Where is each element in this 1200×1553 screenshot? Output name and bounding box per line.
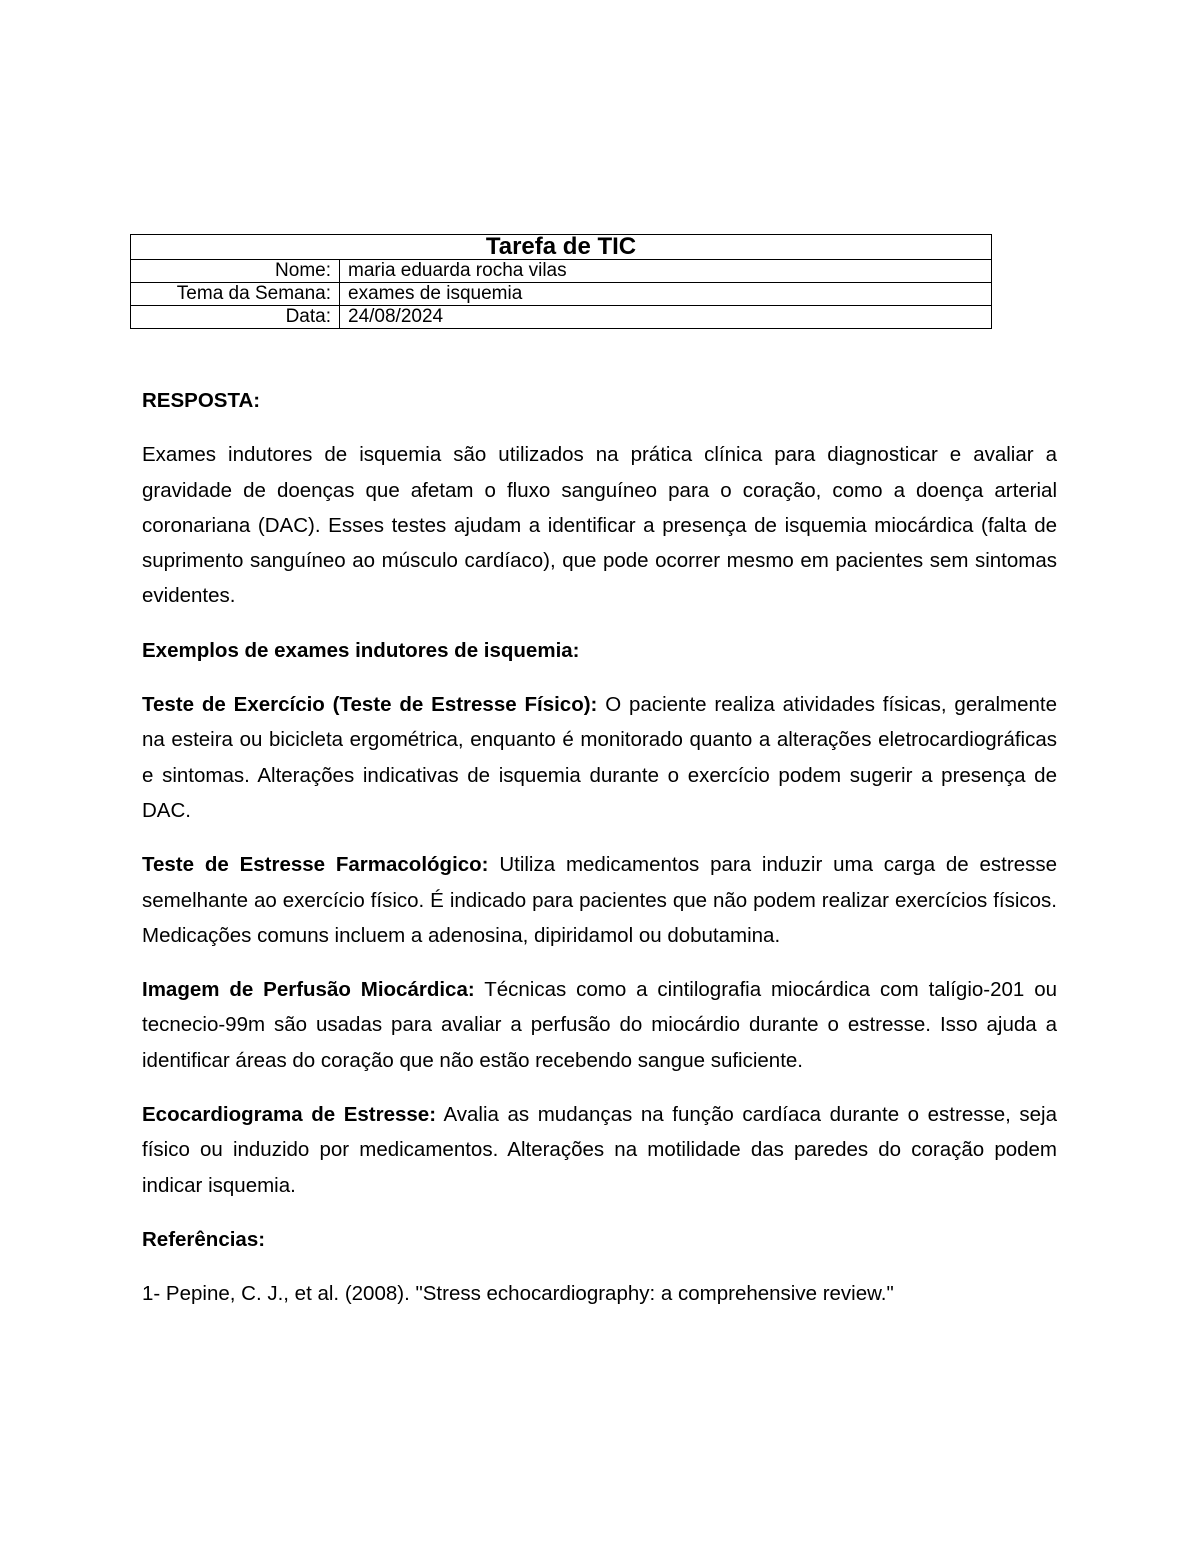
intro-paragraph: Exames indutores de isquemia são utilizados na prática clínica para diagnosticar e avaliar a gravidade de doenças que afetam o fluxo sanguíneo para o coração, como a doença arterial coronariana (DAC). Esses testes ajudam a identificar a presença de isquemia miocárdica (falta de suprimento sanguíneo ao músculo cardíaco), que pode ocorrer mesmo em pacientes sem sintomas evidentes. <box>142 443 1057 608</box>
data-value: 24/08/2024 <box>340 306 992 329</box>
resposta-heading: RESPOSTA: <box>142 389 261 412</box>
tema-label: Tema da Semana: <box>131 283 340 306</box>
exam-text: Avalia as mudanças na função cardíaca durante o estresse, seja físico ou induzido por medicamentos. Alterações na motilidade das paredes do coração podem indicar isquemia. <box>142 1103 1057 1197</box>
nome-label: Nome: <box>131 260 340 283</box>
header-row-data <box>131 306 992 329</box>
tema-value: exames de isquemia <box>340 283 992 306</box>
reference-item: 1- Pepine, C. J., et al. (2008). "Stress echocardiography: a comprehensive review." <box>142 1282 894 1306</box>
exam-paragraph-farmacologico <box>142 847 1057 953</box>
data-label: Data: <box>131 306 340 329</box>
header-row-tema <box>131 283 992 306</box>
document-title: Tarefa de TIC <box>131 235 992 260</box>
exam-title: Imagem de Perfusão Miocárdica: <box>142 978 475 1002</box>
references-heading: Referências: <box>142 1227 266 1251</box>
nome-value: maria eduarda rocha vilas <box>340 260 992 283</box>
document-body <box>142 383 1057 1331</box>
exam-text: O paciente realiza atividades físicas, geralmente na esteira ou bicicleta ergométrica, enquanto é monitorado quanto a alterações eletrocardiográficas e sintomas. Alterações indicativas de isquemia durante o exercício podem sugerir a presença de DAC. <box>142 693 1057 822</box>
exam-title: Teste de Exercício (Teste de Estresse Físico): <box>142 693 598 717</box>
exam-title: Teste de Estresse Farmacológico: <box>142 853 489 877</box>
exam-text: Utiliza medicamentos para induzir uma carga de estresse semelhante ao exercício físico. É indicado para pacientes que não podem realizar exercícios físicos. Medicações comuns incluem a adenosina, dipiridamol ou dobutamina. <box>142 853 1057 947</box>
header-row-nome <box>131 260 992 283</box>
exam-paragraph-ecocardiograma <box>142 1097 1057 1203</box>
examples-heading: Exemplos de exames indutores de isquemia: <box>142 638 580 662</box>
exam-paragraph-exercicio <box>142 687 1057 828</box>
header-title-row <box>131 235 992 260</box>
exam-paragraph-perfusao <box>142 972 1057 1078</box>
header-table <box>130 234 992 329</box>
exam-text: Técnicas como a cintilografia miocárdica com talígio-201 ou tecnecio-99m são usadas para avaliar a perfusão do miocárdio durante o estresse. Isso ajuda a identificar áreas do coração que não estão recebendo sangue suficiente. <box>142 978 1057 1072</box>
exam-title: Ecocardiograma de Estresse: <box>142 1103 437 1127</box>
